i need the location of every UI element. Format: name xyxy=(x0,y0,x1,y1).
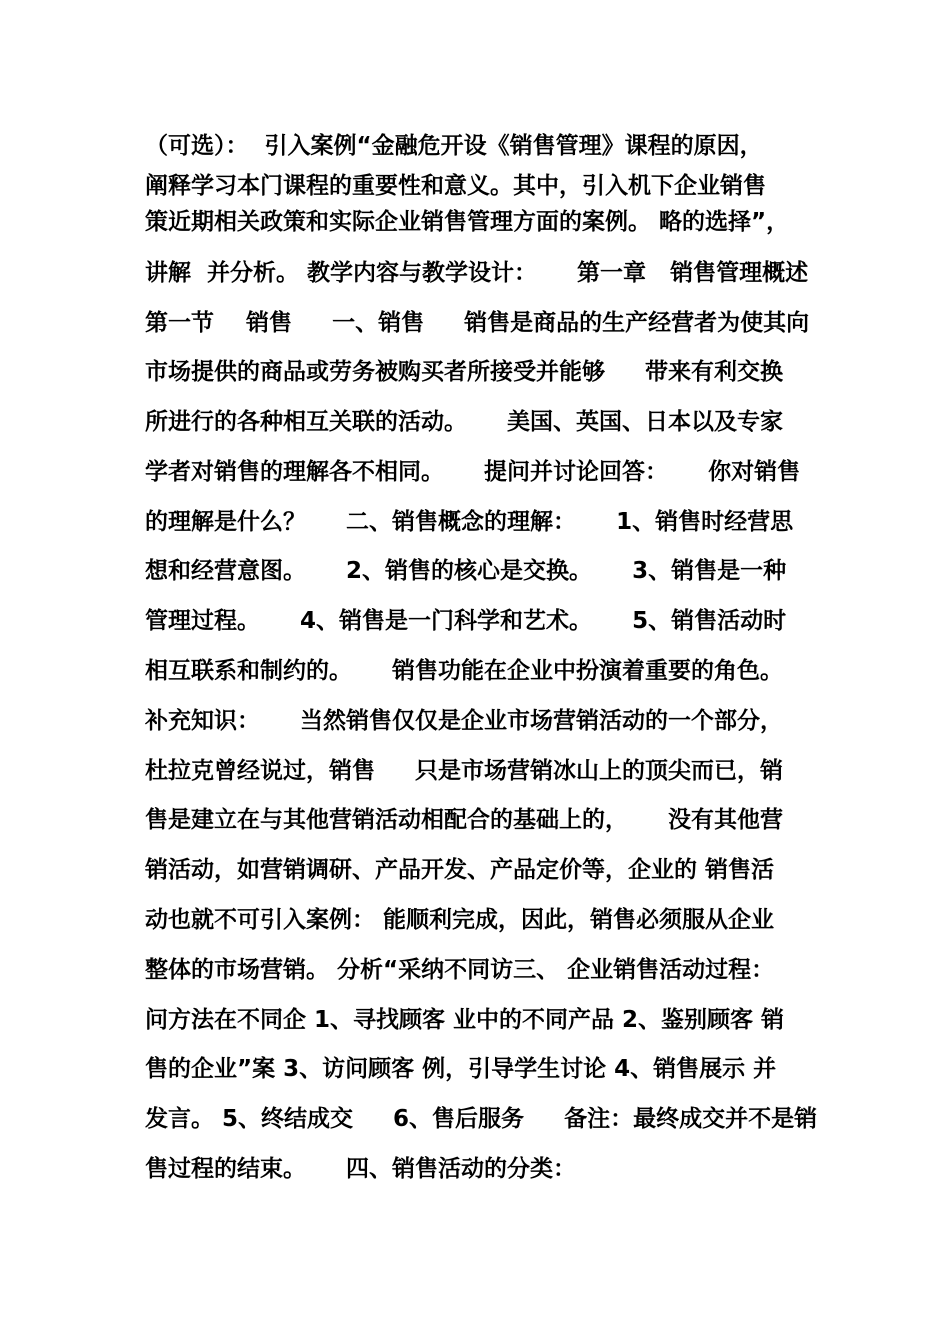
text-line: 学者对销售的理解各不相同。 提问并讨论回答： 你对销售 xyxy=(145,459,801,485)
text-line: 销活动，如营销调研、产品开发、产品定价等，企业的 销售活 xyxy=(145,857,775,883)
text-line: 的理解是什么？ 二、销售概念的理解： 1、销售时经营思 xyxy=(145,509,794,535)
text-line: 第一节 销售 一、销售 销售是商品的生产经营者为使其向 xyxy=(145,310,810,336)
text-line: 问方法在不同企 1、寻找顾客 业中的不同产品 2、鉴别顾客 销 xyxy=(145,1007,785,1033)
text-line: 补充知识： 当然销售仅仅是企业市场营销活动的一个部分， xyxy=(145,708,784,734)
text-line: 相互联系和制约的。 销售功能在企业中扮演着重要的角色。 xyxy=(145,658,784,684)
text-line: 所进行的各种相互关联的活动。 美国、英国、日本以及专家 xyxy=(145,409,784,435)
text-line: 阐释学习本门课程的重要性和意义。其中，引入机下企业销售 xyxy=(145,173,766,199)
text-line: 策近期相关政策和实际企业销售管理方面的案例。 略的选择”， xyxy=(145,209,790,235)
text-line: 售是建立在与其他营销活动相配合的基础上的， 没有其他营 xyxy=(145,807,784,833)
text-line: 市场提供的商品或劳务被购买者所接受并能够 带来有利交换 xyxy=(145,359,784,385)
text-line: 售过程的结束。 四、销售活动的分类： xyxy=(145,1156,577,1182)
text-line: 想和经营意图。 2、销售的核心是交换。 3、销售是一种 xyxy=(145,558,787,584)
text-line: 发言。 5、终结成交 6、售后服务 备注：最终成交并不是销 xyxy=(145,1106,818,1132)
text-line: 动也就不可引入案例： 能顺利完成，因此，销售必须服从企业 xyxy=(145,907,775,933)
text-line: 管理过程。 4、销售是一门科学和艺术。 5、销售活动时 xyxy=(145,608,787,634)
text-line: （可选）： 引入案例“金融危开设《销售管理》课程的原因， xyxy=(145,133,763,159)
text-line: 整体的市场营销。 分析“采纳不同访三、 企业销售活动过程： xyxy=(145,957,775,983)
text-line: 讲解 并分析。 教学内容与教学设计： 第一章 销售管理概述 xyxy=(145,260,809,286)
text-line: 杜拉克曾经说过，销售 只是市场营销冰山上的顶尖而已，销 xyxy=(145,758,784,784)
text-line: 售的企业”案 3、访问顾客 例，引导学生讨论 4、销售展示 并 xyxy=(145,1056,777,1082)
